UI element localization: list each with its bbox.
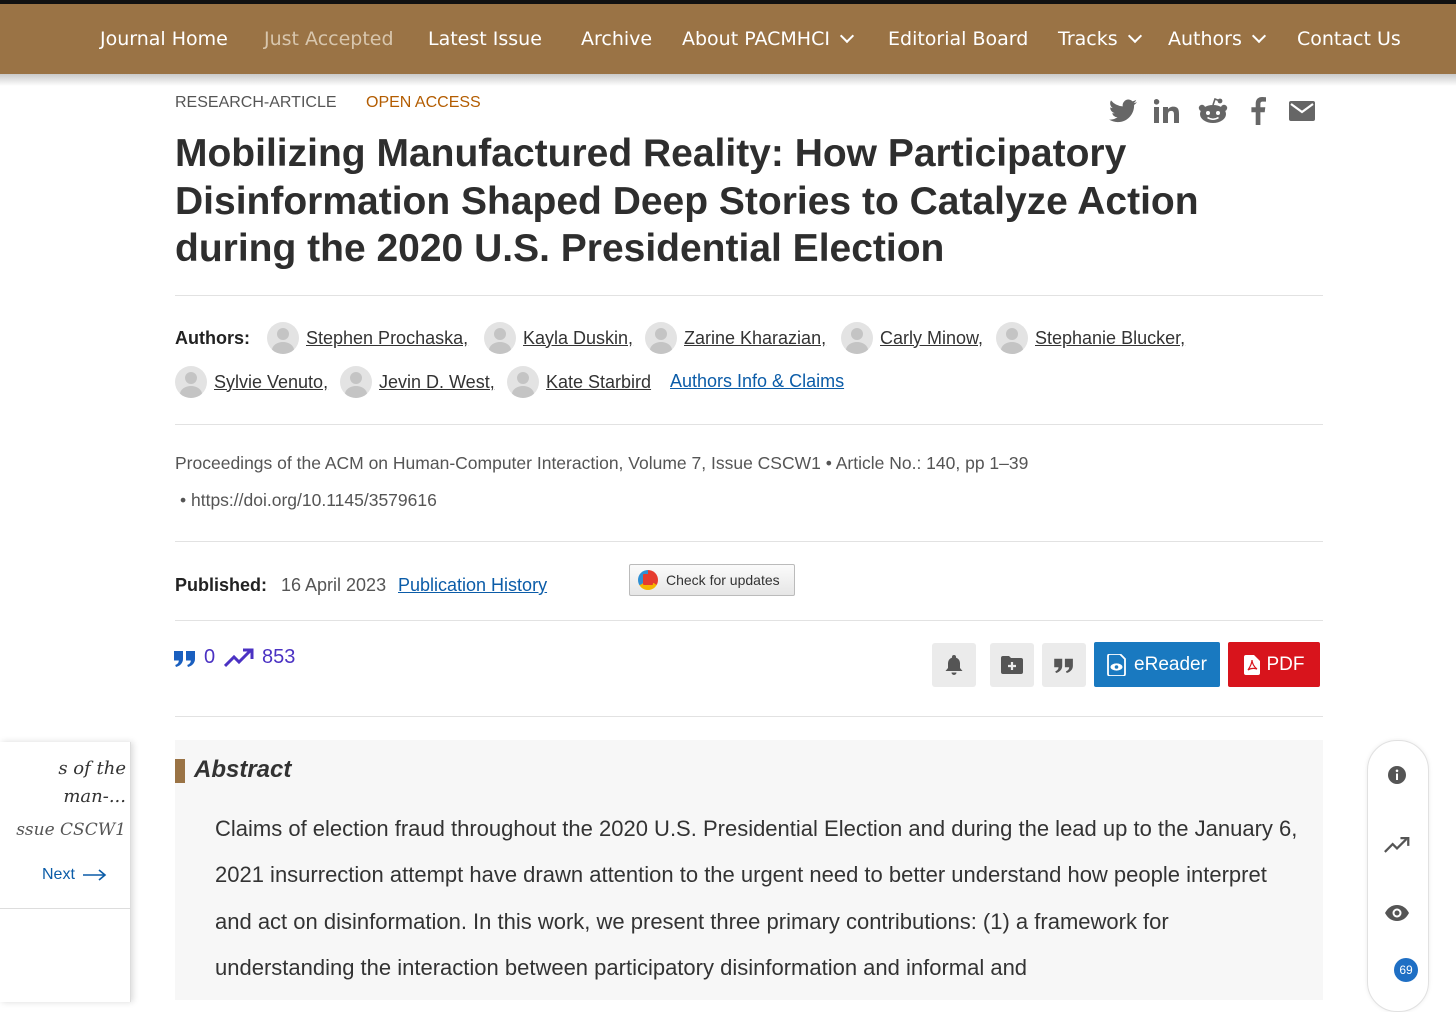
bell-icon — [945, 655, 963, 675]
abstract-text: Claims of election fraud throughout the 2020 U.S. Presidential Election and during the lead up to the January 6, 2021 insurrection attempt have drawn attention to the urgent need to better understand how people interpret and act on disinformation. In this work, we present three primary contributions: (1) a framework for understanding the interaction between participatory disinformation and informal and — [215, 816, 1298, 980]
pdf-button[interactable] — [1228, 642, 1320, 687]
author-name[interactable]: Kayla Duskin, — [523, 327, 634, 348]
facebook-icon[interactable] — [1246, 96, 1270, 126]
article-title: Mobilizing Manufactured Reality: How Participatory Disinformation Shaped Deep Stories to Catalyze Action during the 2020 U.S. Presidential Election — [175, 132, 1199, 270]
divider — [175, 716, 1323, 717]
pdf-icon — [1244, 655, 1260, 675]
crossmark-icon — [638, 570, 658, 590]
avatar — [484, 322, 516, 354]
divider — [175, 541, 1323, 542]
abstract-heading: Abstract — [194, 756, 292, 783]
alert-button[interactable] — [932, 643, 976, 687]
next-label: Next — [42, 866, 75, 883]
abstract-marker — [175, 759, 185, 783]
authors-label: Authors: — [175, 328, 250, 348]
nav-just-accepted[interactable]: Just Accepted — [264, 28, 394, 50]
avatar — [267, 322, 299, 354]
chevron-down-icon — [840, 29, 854, 43]
cite-button[interactable] — [1042, 643, 1086, 687]
divider — [175, 620, 1323, 621]
info-icon[interactable] — [1384, 762, 1410, 788]
nav-archive[interactable]: Archive — [581, 28, 653, 50]
nav-latest-issue[interactable]: Latest Issue — [428, 28, 542, 50]
author-link[interactable] — [841, 322, 983, 354]
avatar — [507, 366, 539, 398]
nav-tracks[interactable]: Tracks — [1058, 4, 1140, 74]
nav-about[interactable]: About PACMHCI — [682, 4, 852, 74]
author-link[interactable] — [645, 322, 826, 354]
avatar — [841, 322, 873, 354]
avatar — [340, 366, 372, 398]
quote-icon — [174, 649, 196, 667]
author-link[interactable] — [340, 366, 495, 398]
divider — [175, 424, 1323, 425]
doi-link[interactable]: • https://doi.org/10.1145/3579616 — [180, 490, 437, 510]
nav-contact-us[interactable]: Contact Us — [1297, 28, 1401, 50]
next-article-link[interactable] — [42, 866, 107, 884]
citations-metric[interactable] — [174, 646, 215, 669]
open-access-badge: OPEN ACCESS — [366, 94, 481, 111]
avatar — [645, 322, 677, 354]
counter-badge: 69 — [1394, 958, 1418, 982]
avatar — [175, 366, 207, 398]
author-name[interactable]: Sylvie Venuto, — [214, 371, 329, 392]
published-date: 16 April 2023 — [281, 575, 387, 595]
author-name[interactable]: Zarine Kharazian, — [684, 327, 827, 348]
citations-count: 0 — [204, 646, 216, 668]
check-updates-label: Check for updates — [666, 572, 780, 588]
author-link[interactable] — [175, 366, 328, 398]
author-name[interactable]: Kate Starbird — [546, 371, 652, 392]
ereader-label: eReader — [1134, 653, 1207, 675]
downloads-count: 853 — [262, 646, 296, 668]
avatar — [996, 322, 1028, 354]
author-link[interactable] — [507, 366, 651, 398]
author-link[interactable] — [484, 322, 633, 354]
add-to-binder-button[interactable] — [990, 643, 1034, 687]
ereader-button[interactable] — [1094, 642, 1220, 687]
citation-text: Proceedings of the ACM on Human-Computer Interaction, Volume 7, Issue CSCW1 • Article No.: 140, pp 1–39 — [175, 453, 1029, 473]
article-type: RESEARCH-ARTICLE — [175, 94, 337, 111]
issue-title-line: man-... — [63, 786, 126, 807]
twitter-icon[interactable] — [1108, 96, 1138, 126]
eye-icon[interactable] — [1384, 900, 1410, 926]
divider — [0, 908, 130, 909]
issue-title-line: s of the — [58, 758, 126, 779]
chevron-down-icon — [1252, 29, 1266, 43]
authors-info-link[interactable]: Authors Info & Claims — [670, 371, 845, 391]
nav-authors[interactable]: Authors — [1168, 4, 1264, 74]
eye-icon — [1107, 654, 1127, 676]
author-name[interactable]: Carly Minow, — [880, 327, 984, 348]
nav-editorial-board[interactable]: Editorial Board — [888, 28, 1029, 50]
reddit-icon[interactable] — [1196, 96, 1230, 126]
trending-icon — [224, 648, 254, 668]
trending-icon[interactable] — [1384, 832, 1410, 858]
folder-add-icon — [1001, 656, 1023, 674]
main-nav — [0, 4, 1456, 74]
nav-journal-home[interactable]: Journal Home — [100, 28, 228, 50]
linkedin-icon[interactable] — [1152, 96, 1182, 126]
publication-history-link[interactable]: Publication History — [398, 575, 548, 595]
email-icon[interactable] — [1288, 96, 1316, 126]
check-for-updates-button[interactable] — [629, 564, 795, 596]
cite-icon — [1054, 657, 1074, 673]
divider — [175, 295, 1323, 296]
pdf-label: PDF — [1266, 653, 1305, 675]
nav-shadow — [0, 74, 1456, 86]
author-name[interactable]: Jevin D. West, — [379, 371, 495, 392]
author-link[interactable] — [996, 322, 1185, 354]
chevron-down-icon — [1128, 29, 1142, 43]
author-link[interactable] — [267, 322, 468, 354]
author-name[interactable]: Stephen Prochaska, — [306, 327, 469, 348]
downloads-metric[interactable] — [224, 646, 295, 669]
issue-label: ssue CSCW1 — [16, 820, 126, 840]
published-label: Published: — [175, 575, 268, 595]
arrow-right-icon — [83, 869, 107, 881]
author-name[interactable]: Stephanie Blucker, — [1035, 327, 1186, 348]
